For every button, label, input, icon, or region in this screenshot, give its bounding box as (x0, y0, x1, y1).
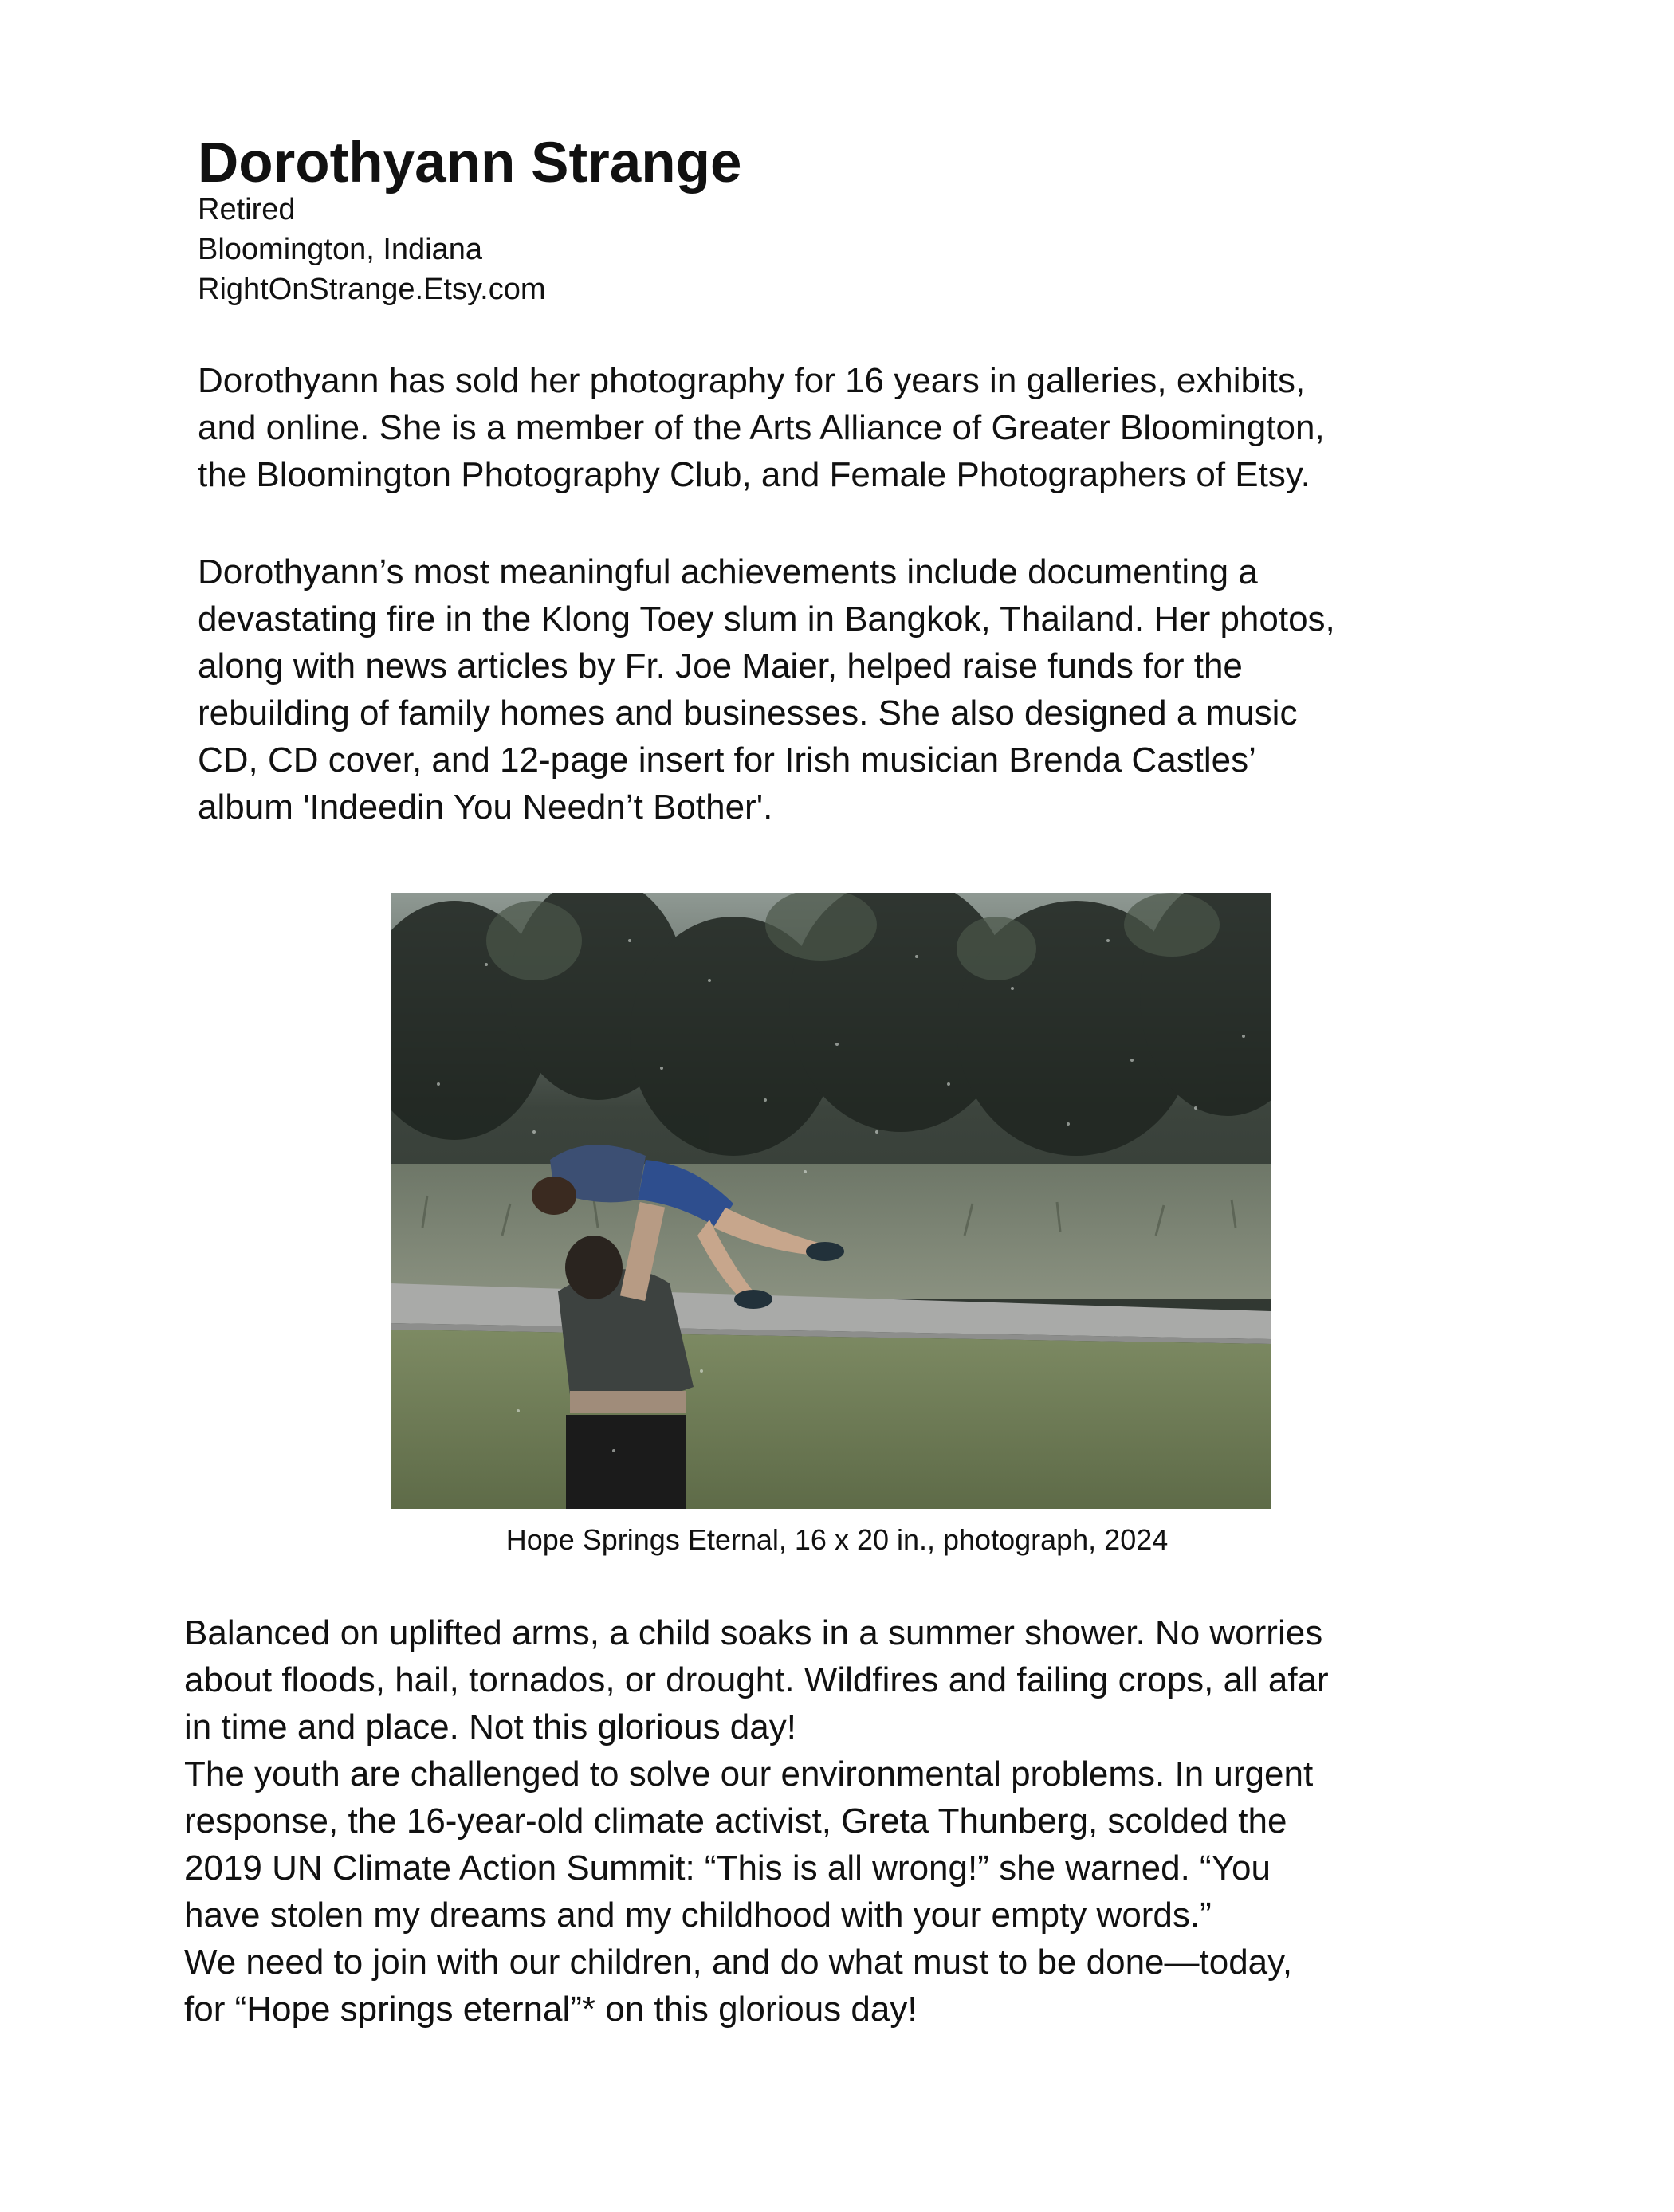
statement-line: Balanced on uplifted arms, a child soaks in a summer shower. No worries (184, 1613, 1323, 1652)
artist-website: RightOnStrange.Etsy.com (198, 273, 546, 306)
artist-status: Retired (198, 193, 296, 226)
artwork-photo (391, 893, 1271, 1509)
statement-line: for “Hope springs eternal”* on this glorious day! (184, 1990, 918, 2029)
statement-line: 2019 UN Climate Action Summit: “This is all wrong!” she warned. “You (184, 1849, 1271, 1888)
bio-line: CD, CD cover, and 12-page insert for Irish musician Brenda Castles’ (198, 741, 1256, 780)
artist-name: Dorothyann Strange (198, 132, 742, 194)
statement-line: The youth are challenged to solve our environmental problems. In urgent (184, 1754, 1314, 1794)
bio-line: rebuilding of family homes and businesses. She also designed a music (198, 693, 1298, 733)
statement-line: have stolen my dreams and my childhood with your empty words.” (184, 1896, 1212, 1935)
statement-line: in time and place. Not this glorious day! (184, 1707, 796, 1746)
artist-location: Bloomington, Indiana (198, 233, 483, 266)
bio-paragraph-1 (198, 357, 1325, 498)
bio-line: Dorothyann has sold her photography for 16 years in galleries, exhibits, (198, 361, 1306, 400)
bio-line: album 'Indeedin You Needn’t Bother'. (198, 788, 773, 827)
bio-line: Dorothyann’s most meaningful achievements include documenting a (198, 552, 1258, 591)
bio-line: the Bloomington Photography Club, and Female Photographers of Etsy. (198, 455, 1311, 494)
bio-paragraph-2 (198, 548, 1335, 831)
statement-line: We need to join with our children, and do what must to be done—today, (184, 1943, 1293, 1982)
statement-line: about floods, hail, tornados, or drought. Wildfires and failing crops, all afar (184, 1660, 1329, 1699)
bio-line: along with news articles by Fr. Joe Maier, helped raise funds for the (198, 646, 1243, 686)
statement-line: response, the 16-year-old climate activist, Greta Thunberg, scolded the (184, 1801, 1287, 1841)
artwork-caption: Hope Springs Eternal, 16 x 20 in., photograph, 2024 (505, 1523, 1169, 1556)
bio-line: devastating fire in the Klong Toey slum in Bangkok, Thailand. Her photos, (198, 599, 1335, 638)
artist-statement (184, 1609, 1329, 2033)
bio-line: and online. She is a member of the Arts Alliance of Greater Bloomington, (198, 408, 1325, 447)
